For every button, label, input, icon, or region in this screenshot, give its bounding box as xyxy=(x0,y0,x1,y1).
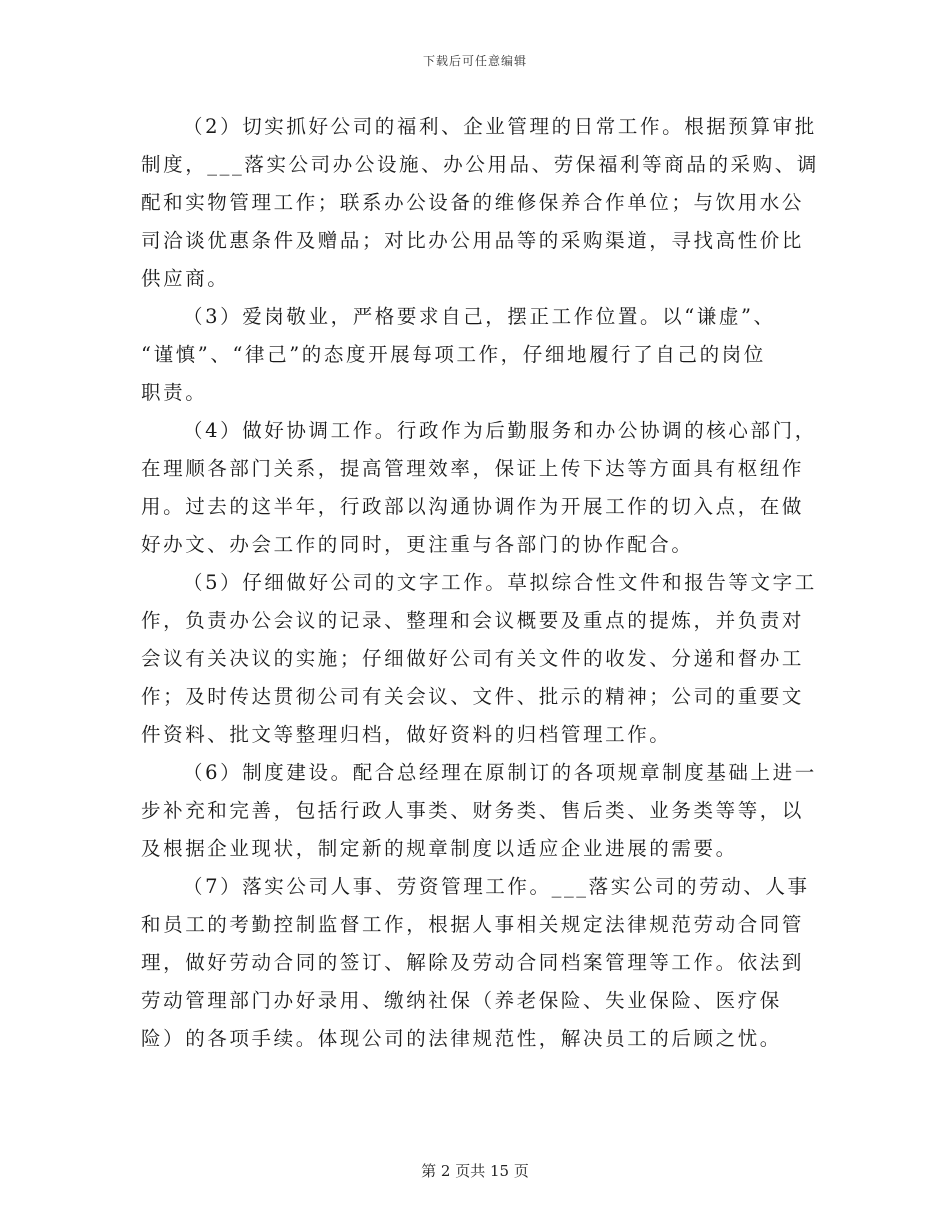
text-line: “谨慎”、“律己”的态度开展每项工作，仔细地履行了自己的岗位 xyxy=(141,343,766,366)
paragraph-item-7 xyxy=(141,868,831,1058)
text-line: 制度，___落实公司办公设施、办公用品、劳保福利等商品的采购、调 xyxy=(141,153,819,176)
text-line: 件资料、批文等整理归档，做好资料的归档管理工作。 xyxy=(141,723,672,746)
text-line: 步补充和完善，包括行政人事类、财务类、售后类、业务类等等，以 xyxy=(141,799,805,822)
text-line: （2）切实抓好公司的福利、企业管理的日常工作。根据预算审批 xyxy=(183,115,817,138)
text-line: 配和实物管理工作；联系办公设备的维修保养合作单位；与饮用水公 xyxy=(141,191,805,214)
text-line: 在理顺各部门关系，提高管理效率，保证上传下达等方面具有枢纽作 xyxy=(141,457,805,480)
text-line: 用。过去的这半年，行政部以沟通协调作为开展工作的切入点，在做 xyxy=(141,495,805,518)
paragraph-item-4 xyxy=(141,412,831,564)
text-line: 供应商。 xyxy=(141,267,230,290)
text-line: 作；及时传达贯彻公司有关会议、文件、批示的精神；公司的重要文 xyxy=(141,685,805,708)
paragraph-item-3 xyxy=(141,298,831,412)
text-line: 会议有关决议的实施；仔细做好公司有关文件的收发、分递和督办工 xyxy=(141,647,805,670)
text-line: （6）制度建设。配合总经理在原制订的各项规章制度基础上进一 xyxy=(183,761,817,784)
text-line: （4）做好协调工作。行政作为后勤服务和办公协调的核心部门， xyxy=(183,419,817,442)
text-line: 险）的各项手续。体现公司的法律规范性，解决员工的后顾之忧。 xyxy=(141,1027,782,1050)
document-body xyxy=(141,108,831,1058)
page-number-footer: 第 2 页共 15 页 xyxy=(421,1162,529,1180)
text-line: 好办文、办会工作的同时，更注重与各部门的协作配合。 xyxy=(141,533,694,556)
text-line: （5）仔细做好公司的文字工作。草拟综合性文件和报告等文字工 xyxy=(183,571,817,594)
text-line: 理，做好劳动合同的签订、解除及劳动合同档案管理等工作。依法到 xyxy=(141,951,805,974)
page-header: 下载后可任意编辑 xyxy=(422,54,527,68)
text-line: （3）爱岗敬业，严格要求自己，摆正工作位置。以“谦虚”、 xyxy=(183,305,776,328)
paragraph-item-2 xyxy=(141,108,831,298)
text-line: 司洽谈优惠条件及赠品；对比办公用品等的采购渠道，寻找高性价比 xyxy=(141,229,805,252)
paragraph-item-6 xyxy=(141,754,831,868)
text-line: （7）落实公司人事、劳资管理工作。___落实公司的劳动、人事 xyxy=(183,875,810,898)
text-line: 和员工的考勤控制监督工作，根据人事相关规定法律规范劳动合同管 xyxy=(141,913,805,936)
paragraph-item-5 xyxy=(141,564,831,754)
text-line: 劳动管理部门办好录用、缴纳社保（养老保险、失业保险、医疗保 xyxy=(141,989,782,1012)
text-line: 职责。 xyxy=(141,381,208,404)
text-line: 及根据企业现状，制定新的规章制度以适应企业进展的需要。 xyxy=(141,837,738,860)
text-line: 作，负责办公会议的记录、整理和会议概要及重点的提炼，并负责对 xyxy=(141,609,805,632)
